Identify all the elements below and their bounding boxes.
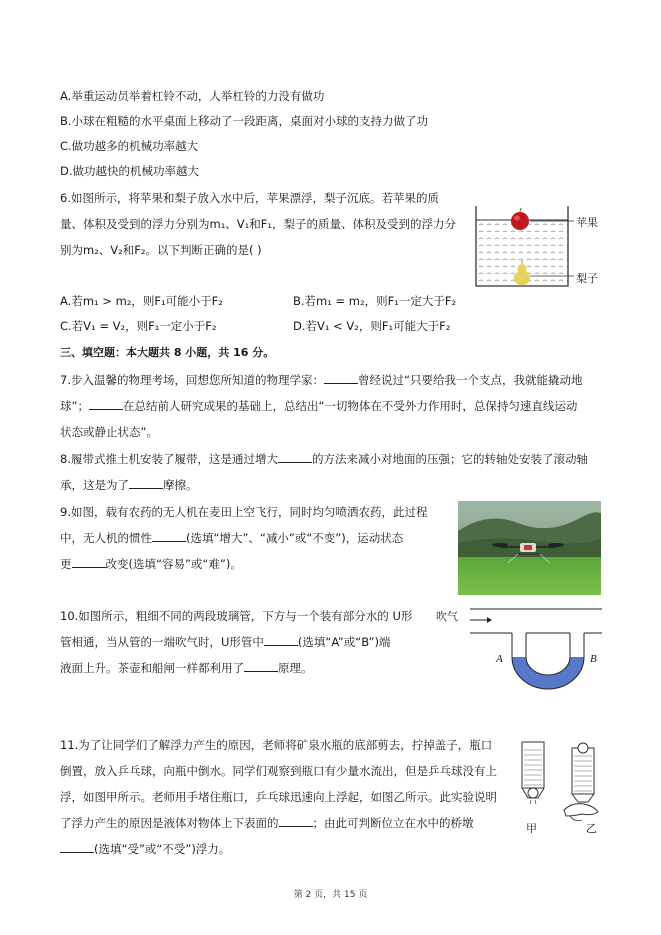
bottle-yi-icon [572,743,594,802]
q10-text: 原理。 [278,661,313,675]
q7-line3: 状态或静止状态”。 [60,425,158,439]
q11-blank-2[interactable] [60,841,94,853]
bottle-jia-icon [522,742,544,804]
q7-line1 [60,372,582,388]
q7-text: 在总结前人研究成果的基础上，总结出“一切物体在不受外力作用时，总保持匀速直线运动 [122,399,578,413]
q8-text: 承，这是为了 [60,478,129,492]
q11-line5 [60,841,230,857]
q7-blank-1[interactable] [324,372,358,384]
q8-blank-2[interactable] [129,477,163,489]
q11-line3: 浮，如图甲所示。老师用手堵住瓶口，乒乓球迅速向上浮起，如图乙所示。此实验说明 [60,790,497,804]
q10-line3 [60,660,313,676]
q9-text: 改变(选填“容易”或“难”)。 [105,557,242,571]
q8-line2 [60,477,198,493]
yi-label: 乙 [586,822,597,835]
q10-text: 液面上升。茶壶和船闸一样都利用了 [60,661,244,675]
arrow-icon [487,617,492,623]
q9-line1: 9.如图，载有农药的无人机在麦田上空飞行，同时均匀喷洒农药，此过程 [60,505,428,519]
tube-a-label: A [496,653,503,665]
q11-text: ；由此可判断位立在水中的桥墩 [312,816,474,830]
q5-option-d: D.做功越快的机械功率越大 [60,164,200,178]
q5-option-c: C.做功越多的机械功率越大 [60,139,199,153]
q7-text: 球”； [60,399,89,413]
q5-option-b: B.小球在粗糙的水平桌面上移动了一段距离，桌面对小球的支持力做了功 [60,114,429,128]
q7-blank-2[interactable] [89,398,123,410]
q9-text: (选填“增大”、“减小”或“不变”)，运动状态 [186,531,404,545]
q6-stem-line3: 别为m₂、V₂和F₂。以下判断正确的是( ) [60,243,262,257]
blow-label: 吹气 [436,610,458,623]
q10-line2 [60,634,390,650]
q11-line4 [60,815,474,831]
q8-text: 8.履带式推土机安装了履带，这是通过增大 [60,452,278,466]
section-heading: 三、填空题：本大题共 8 小题，共 16 分。 [60,346,275,359]
q7-line2 [60,398,577,414]
hand-icon [564,804,598,821]
q7-text: 7.步入温馨的物理考场，回想您所知道的物理学家： [60,373,324,387]
apple-label: 苹果 [576,216,598,229]
q6-option-b: B.若m₁ = m₂，则F₁一定大于F₂ [293,294,457,308]
q9-line2 [60,530,403,546]
q10-blank-1[interactable] [264,634,298,646]
tube-b-label: B [590,653,597,665]
pear-label: 梨子 [576,272,598,285]
q6-option-a: A.若m₁ > m₂，则F₁可能小于F₂ [60,294,223,308]
q9-blank-1[interactable] [152,530,186,542]
q11-text: 了浮力产生的原因是液体对物体上下表面的 [60,816,279,830]
u-tube-figure [436,605,604,693]
apple-pear-figure [470,200,605,292]
q10-blank-2[interactable] [244,660,278,672]
q9-line3 [60,556,242,572]
q11-blank-1[interactable] [279,815,313,827]
q9-text: 更 [60,557,72,571]
q8-text: 的方法来减小对地面的压强；它的转轴处安装了滚动轴 [311,452,588,466]
q7-text: 曾经说过“只要给我一个支点，我就能撬动地 [357,373,583,387]
q10-line1: 10.如图所示，粗细不同的两段玻璃管，下方与一个装有部分水的 U形 [60,609,413,623]
q8-line1 [60,451,588,467]
q10-text: (选填“A”或“B”)端 [297,635,391,649]
page-footer: 第 2 页，共 15 页 [293,890,368,900]
q6-option-c: C.若V₁ = V₂，则F₁一定小于F₂ [60,319,217,333]
jia-label: 甲 [526,822,537,835]
q6-stem-line1: 6.如图所示，将苹果和梨子放入水中后，苹果漂浮，梨子沉底。若苹果的质 [60,191,439,205]
q10-text: 管相通，当从管的一端吹气时，U形管中 [60,635,264,649]
drone-photo [458,501,601,595]
q11-line2: 倒置，放入乒乓球，向瓶中倒水。同学们观察到瓶口有少量水流出，但是乒乓球没有上 [60,764,497,778]
q11-line1: 11.为了让同学们了解浮力产生的原因，老师将矿泉水瓶的底部剪去，拧掉盖子，瓶口 [60,738,493,752]
q6-option-d: D.若V₁ < V₂，则F₁可能大于F₂ [293,319,451,333]
q9-blank-2[interactable] [72,556,106,568]
q9-text: 中，无人机的惯性 [60,531,152,545]
q5-option-a: A.举重运动员举着杠铃不动，人举杠铃的力没有做功 [60,89,325,103]
q6-stem-line2: 量、体积及受到的浮力分别为m₁、V₁和F₁，梨子的质量、体积及受到的浮力分 [60,217,457,231]
q8-blank-1[interactable] [278,451,312,463]
q11-text: (选填“受”或“不受”)浮力。 [94,842,231,856]
q8-text: 摩擦。 [163,478,198,492]
apple-icon [511,208,529,230]
bottle-figure [514,738,606,838]
